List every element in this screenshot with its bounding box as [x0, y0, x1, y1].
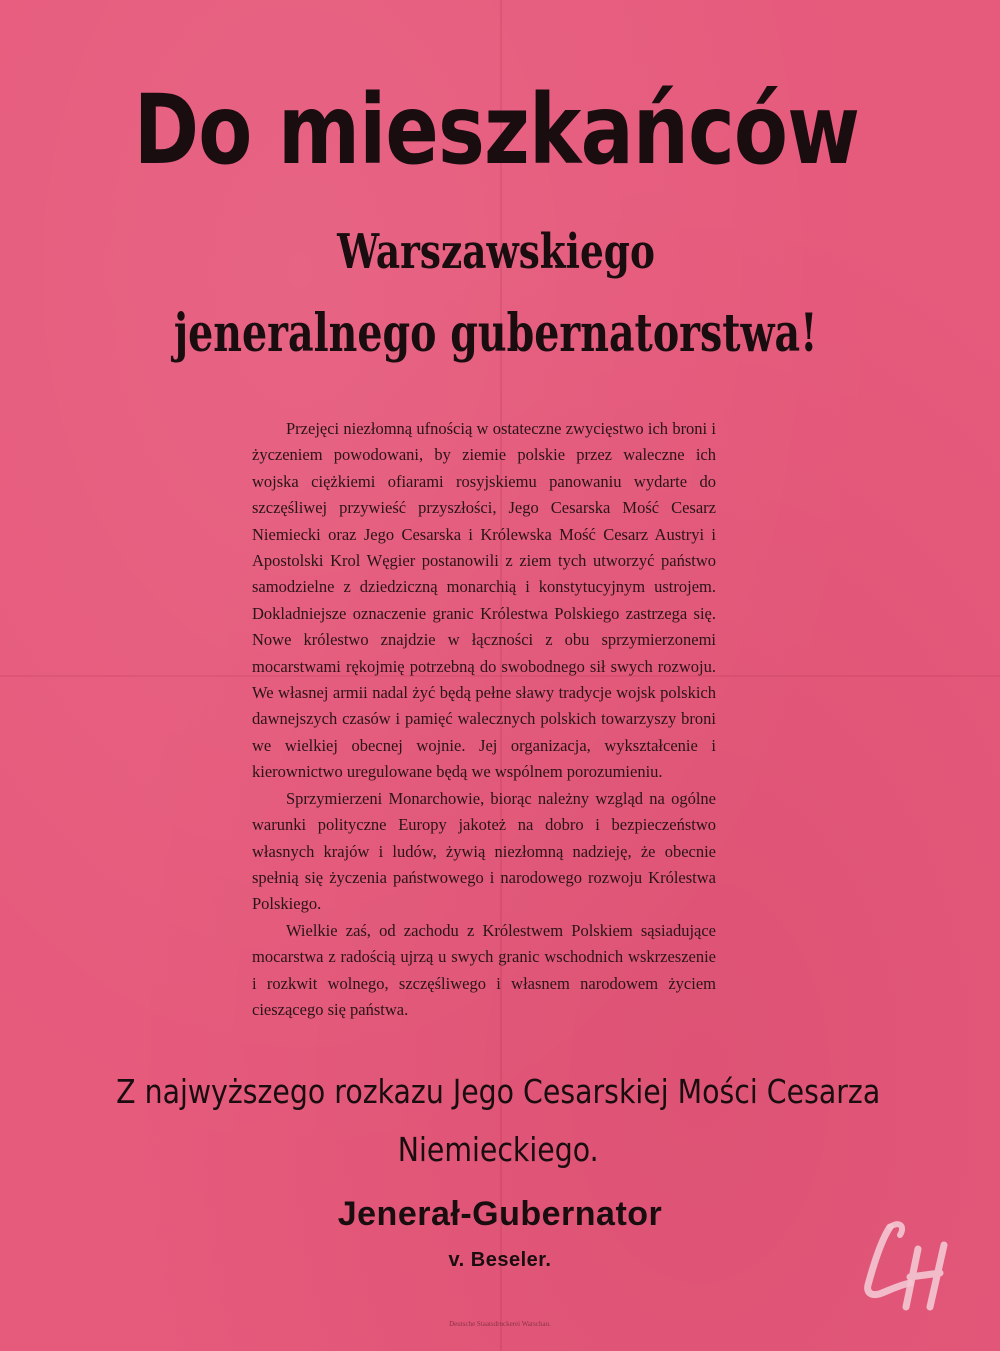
poster-subtitle-line1: Warszawskiego — [337, 224, 655, 280]
body-paragraph-1: Przejęci niezłomną ufnością w ostateczne zwycięstwo ich broni i życzeniem powodowani, by ziemie polskie przez waleczne ich wojska ciężkiemi ofiarami rosyjskiemu panowaniu wydarte do szczęśliwej przywieść przyszłości, Jego Cesarska Mość Cesarz Niemiecki oraz Jego Cesarska i Królewska Mość Cesarz Austryi i Apostolski Krol Węgier postanowili z ziem tych utworzyć państwo samodzielne z dziedziczną monarchią i konstytucyjnym ustrojem. Dokladniejsze oznaczenie granic Królestwa Polskiego zastrzega się. Nowe królestwo znajdzie w łączności z obu sprzymierzonemi mocarstwami rękojmię potrzebną do swobodnego sił swych rozwoju. We własnej armii nadal żyć będą pełne sławy tradycje wojsk polskich dawnejszych czasów i pamięć walecznych polskich towarzyszy broni we wielkiej obecnej wojnie. Jej organizacja, wykształcenie i kierownictwo uregulowane będą we wspólnem porozumieniu. — [252, 419, 716, 782]
poster-title: Do mieszkańców — [133, 74, 860, 186]
signer-name: v. Beseler. — [448, 1249, 552, 1271]
signer-title: Jenerał-Gubernator — [337, 1195, 663, 1233]
order-line-1: Z najwyższego rozkazu Jego Cesarskiej Mości Cesarza — [116, 1072, 881, 1111]
lh-monogram-icon — [852, 1215, 962, 1315]
proclamation-body — [252, 416, 716, 1023]
imperial-order — [68, 1063, 928, 1179]
printer-imprint: Deutsche Staatsdruckerei Warschau. — [449, 1320, 551, 1328]
body-paragraph-2: Sprzymierzeni Monarchowie, biorąc należny wzgląd na ogólne warunki polityczne Europy jakoteż na dobro i bezpieczeństwo własnych krajów i ludów, żywią niezłomną nadzieję, że obecnie spełnią się życzenia państwowego i narodowego rozwoju Królestwa Polskiego. — [252, 788, 716, 914]
order-line-2: Niemieckiego. — [397, 1130, 599, 1169]
body-paragraph-3: Wielkie zaś, od zachodu z Królestwem Polskiem sąsiadujące mocarstwa z radością ujrzą u swych granic wschodnich wskrzeszenie i rozkwit wolnego, szczęśliwego i własnem narodowem życiem cieszącego się państwa. — [252, 920, 716, 1019]
poster-subtitle-line2: jeneralnego gubernatorstwa! — [173, 303, 818, 364]
